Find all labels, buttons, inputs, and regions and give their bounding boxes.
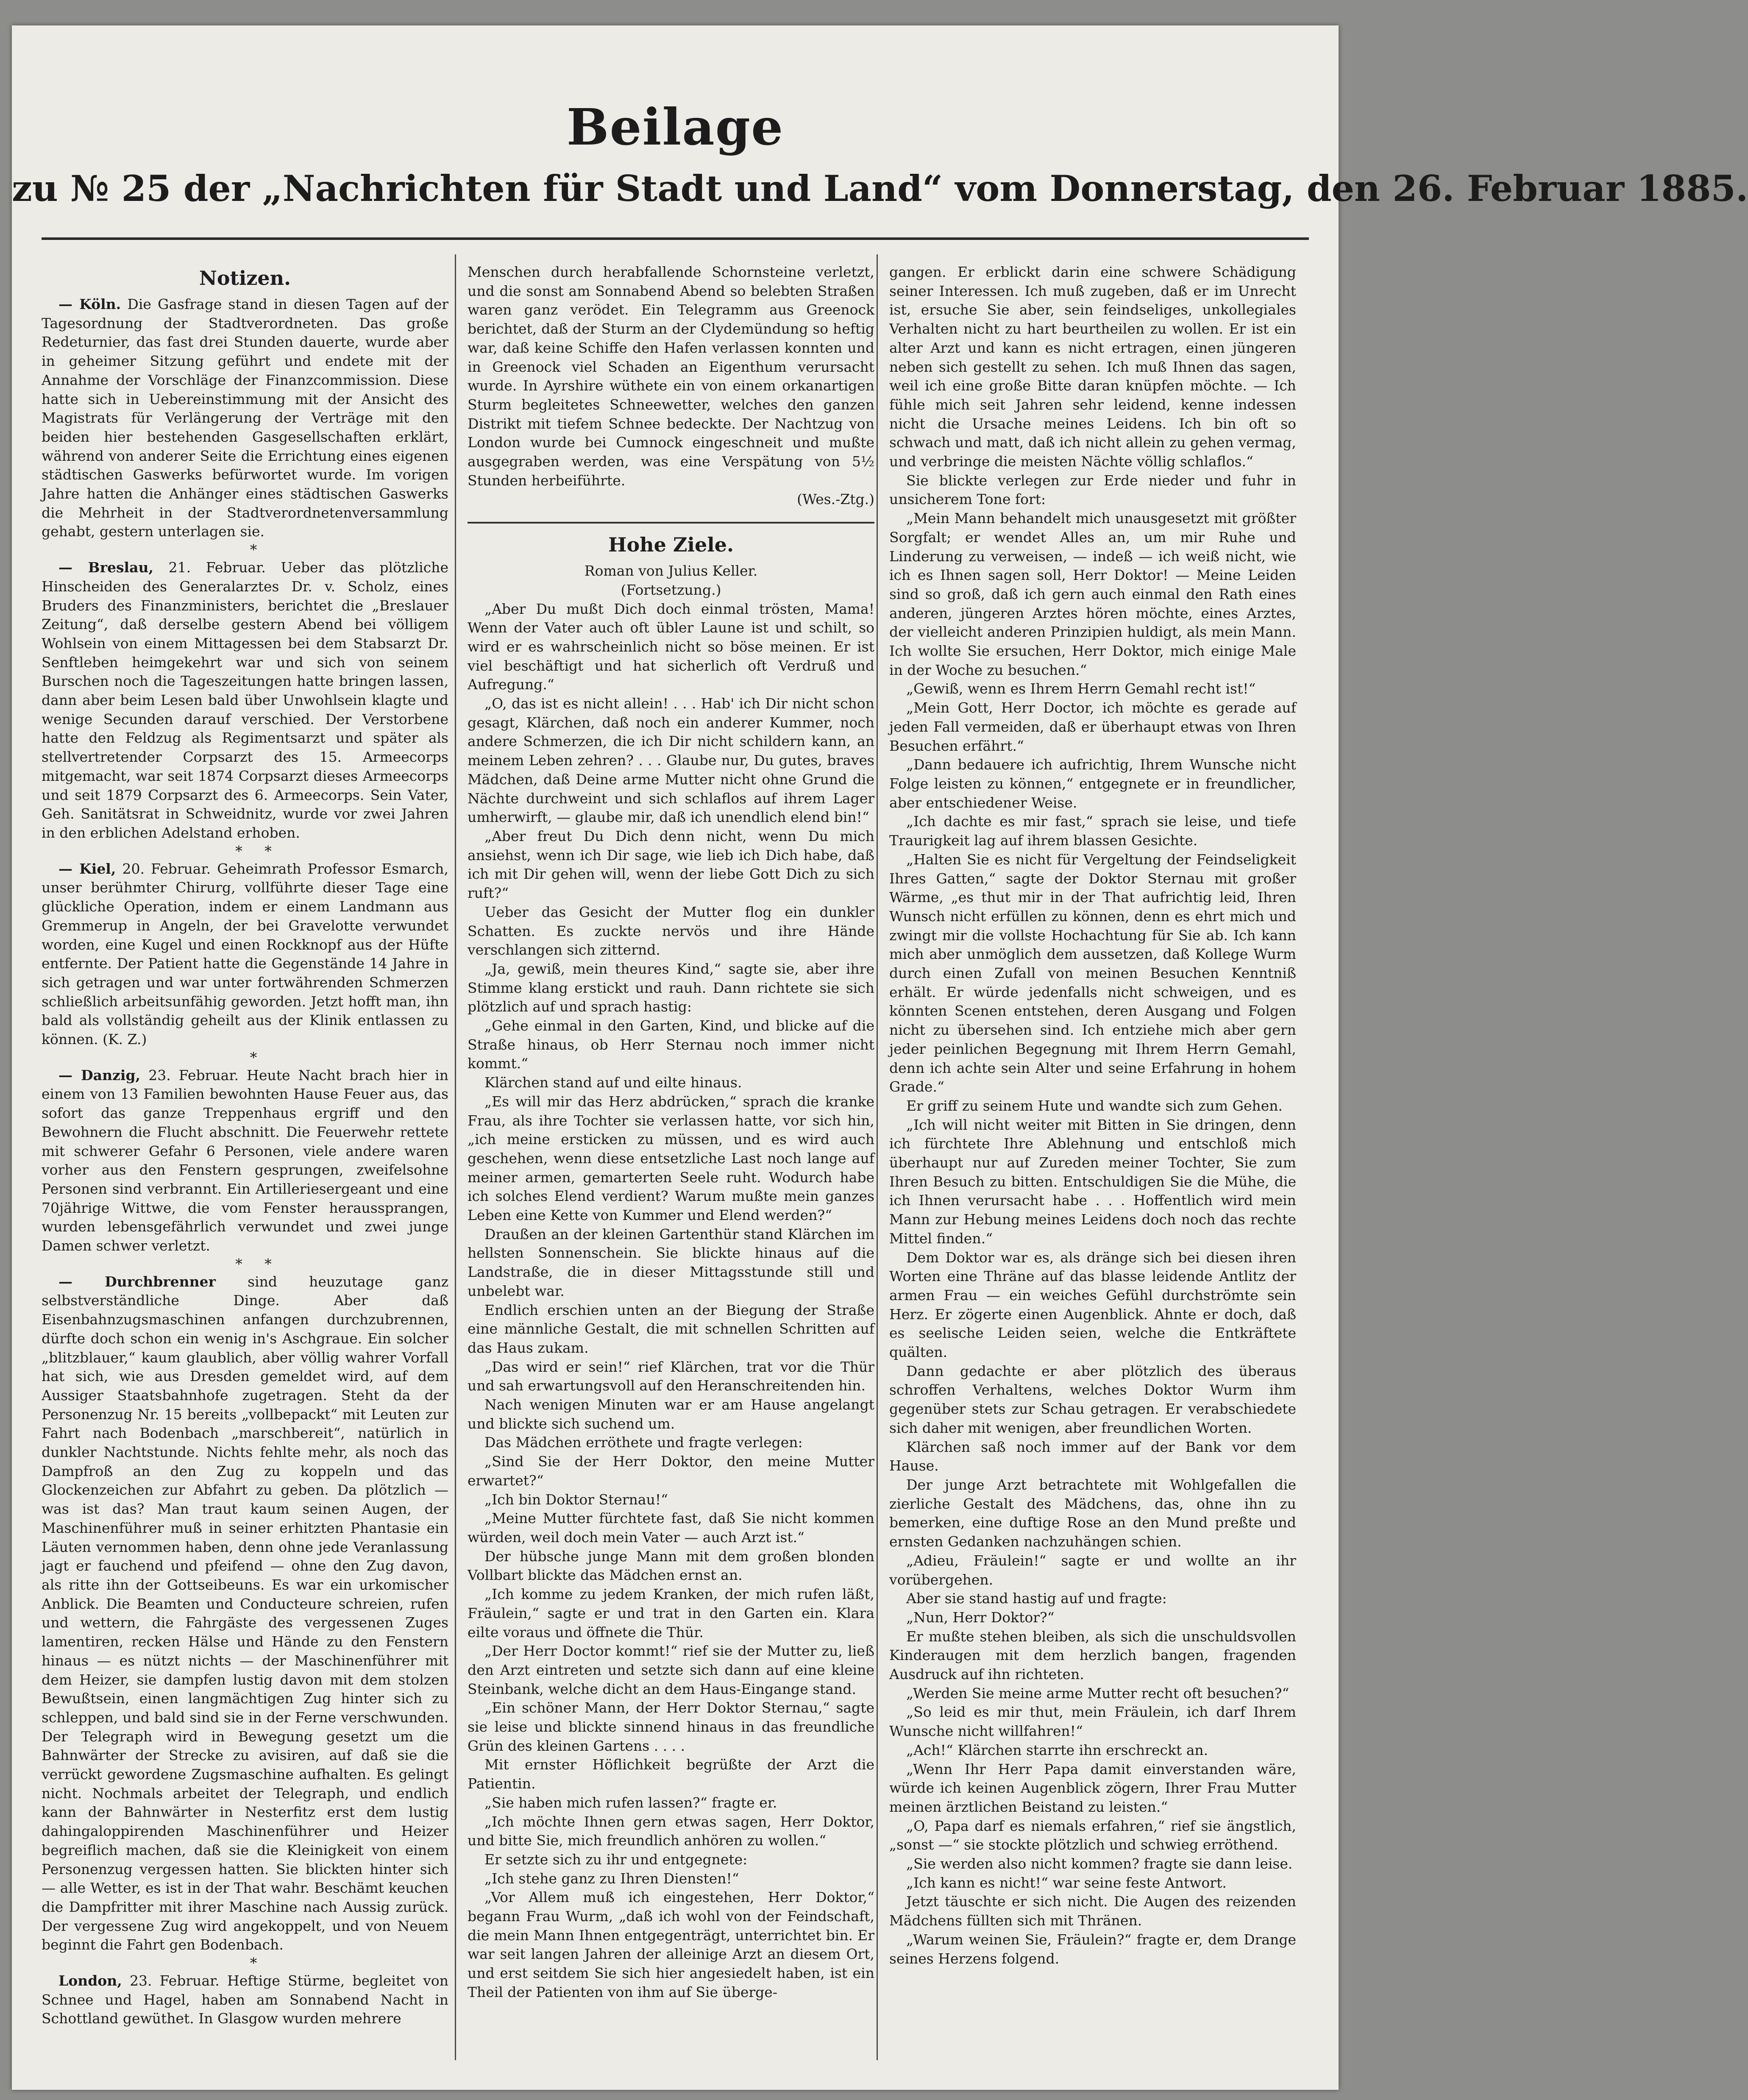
novel-paragraph: „Ein schöner Mann, der Herr Doktor Sternau,“ sagte sie leise und blickte sinnend hinaus in das freundliche Grün des kleinen Gartens . . . .	[468, 1699, 874, 1754]
novel-paragraph: Draußen an der kleinen Gartenthür stand Klärchen im hellsten Sonnenschein. Sie blickte hinaus auf die Landstraße, die in dieser Mittagsstunde still und unbelebt war.	[468, 1225, 874, 1299]
novel-paragraph: „Ich dachte es mir fast,“ sprach sie leise, und tiefe Traurigkeit lag auf ihrem blassen Gesichte.	[889, 813, 1296, 849]
column-divider-1	[455, 254, 456, 2060]
novel-paragraph: „Sie werden also nicht kommen? fragte sie dann leise.	[906, 1855, 1293, 1872]
novel-paragraph: Sie blickte verlegen zur Erde nieder und fuhr in unsicherem Tone fort:	[889, 472, 1296, 508]
column-divider-2	[877, 254, 878, 2060]
novel-paragraph: Nach wenigen Minuten war er am Hause angelangt und blickte sich suchend um.	[468, 1396, 874, 1432]
masthead	[12, 97, 1748, 212]
novel-paragraph: Der hübsche junge Mann mit dem großen blonden Vollbart blickte das Mädchen ernst an.	[468, 1548, 874, 1584]
masthead-subtitle: zu № 25 der „Nachrichten für Stadt und Land“ vom Donnerstag, den 26. Februar 1885.	[12, 167, 1748, 209]
novel-paragraph: „Meine Mutter fürchtete fast, daß Sie nicht kommen würden, weil doch mein Vater — auch Arzt ist.“	[468, 1510, 874, 1546]
header-rule	[42, 237, 1309, 240]
separator-star: *	[250, 541, 257, 558]
article-text: sind heuzutage ganz selbstverständliche Dinge. Aber daß Eisenbahnzugsmaschinen anfangen durchzubrennen, dürfte doch schon ein wenig in's Aschgraue. Ein solcher „blitzblauer,“ kaum glaublich, aber völlig wahrer Vorfall hat sich, wie aus Dresden gemeldet wird, auf dem Aussiger Staatsbahnhofe zugetragen. Steht da der Personenzug Nr. 15 bereits „vollbepackt“ mit Leuten zur Fahrt nach Bodenbach „marschbereit“, natürlich in dunkler Nachtstunde. Nichts fehlte mehr, als noch das Dampfroß an den Zug zu koppeln und das Glockenzeichen zur Abfahrt zu geben. Da plötzlich — was ist das? Man traut kaum seinen Augen, der Maschinenführer muß in seiner erhitzten Phantasie ein Läuten vernommen haben, denn ohne jede Veranlassung jagt er fauchend und pfeifend — ohne den Zug davon, als ritte ihn der Gottseibeuns. Es war ein urkomischer Anblick. Die Beamten und Conducteure schreien, rufen und wettern, die Fahrgäste des vergessenen Zuges lamentiren, recken Hälse und Hände zu den Fenstern hinaus — es nützt nichts — der Maschinenführer mit dem Heizer, sie dampfen lustig davon mit dem stolzen Bewußtsein, einen langmächtigen Zug hinter sich zu schleppen, und bald sind sie in der Ferne verschwunden. Der Telegraph wird in Bewegung gesetzt um die Bahnwärter der Strecke zu avisiren, auf daß sie die verrückt gewordene Zugsmaschine aufhalten. Es gelingt nicht. Nochmals arbeitet der Telegraph, und endlich kann der Bahnwärter in Nesterfitz erst dem lustig dahingaloppirenden Maschinenführer und Heizer begreiflich machen, daß sie die Kleinigkeit von einem Personenzug vergessen hatten. Sie blickten hinter sich — alle Wetter, es ist in der That wahr. Beschämt keuchen die Dampfritter mit ihrer Maschine nach Aussig zurück. Der vergessene Zug wird angekoppelt, und von Neuem beginnt die Fahrt gen Bodenbach.	[42, 1273, 448, 1953]
novel-paragraph: Dann gedachte er aber plötzlich des überaus schroffen Verhaltens, welches Doktor Wurm ihm gegenüber stets zur Schau getragen. Er verabschiedete sich daher mit wenigen, aber freundlichen Worten.	[889, 1362, 1296, 1436]
novel-paragraph: Klärchen saß noch immer auf der Bank vor dem Hause.	[889, 1438, 1296, 1474]
article-head: — Durchbrenner	[58, 1273, 216, 1290]
novel-paragraph: „Ach!“ Klärchen starrte ihn erschreckt an.	[906, 1741, 1208, 1758]
novel-paragraph: „Adieu, Fräulein!“ sagte er und wollte an ihr vorübergehen.	[889, 1552, 1296, 1588]
novel-continuation: (Fortsetzung.)	[621, 581, 721, 598]
novel-paragraph: „Warum weinen Sie, Fräulein?“ fragte er, dem Drange seines Herzens folgend.	[889, 1931, 1296, 1967]
column-3	[889, 263, 1296, 1968]
novel-paragraph: Der junge Arzt betrachtete mit Wohlgefallen die zierliche Gestalt des Mädchens, das, ohne ihn zu bemerken, eine duftige Rose an den Mund preßte und ernsten Gedanken nachzuhängen schien.	[889, 1476, 1296, 1550]
novel-title: Hohe Ziele.	[608, 533, 734, 557]
novel-paragraph: „Es will mir das Herz abdrücken,“ sprach die kranke Frau, als ihre Tochter sie verlassen hatte, vor sich hin, „ich meine ersticken zu müssen, und es wird auch geschehen, wenn diese entsetzliche Last noch lange auf meiner armen, gemarterten Seele ruht. Wodurch habe ich solches Elend verdient? Warum mußte mein ganzes Leben eine Kette von Kummer und Elend werden?“	[468, 1093, 874, 1224]
novel-paragraph: Jetzt täuschte er sich nicht. Die Augen des reizenden Mädchens füllten sich mit Thränen.	[889, 1893, 1296, 1929]
novel-paragraph: „Dann bedauere ich aufrichtig, Ihrem Wunsche nicht Folge leisten zu können,“ entgegnete er in freundlicher, aber entschiedener Weise.	[889, 756, 1296, 811]
article-head: London,	[58, 1972, 122, 1989]
separator-star: *	[250, 1955, 257, 1972]
novel-author: Roman von Julius Keller.	[584, 563, 758, 579]
column-2	[468, 263, 874, 2002]
article-text: 21. Februar. Ueber das plötzliche Hinscheiden des Generalarztes Dr. v. Scholz, eines Bruders des Finanzministers, berichtet die „Breslauer Zeitung“, daß derselbe gestern Abend bei völligem Wohlsein von einem Mittagessen bei dem Stabsarzt Dr. Senftleben heimgekehrt war und sich von seinem Burschen noch die Tageszeitungen hatte bringen lassen, dann aber beim Lesen bald über Unwohlsein klagte und wenige Secunden darauf verschied. Der Verstorbene hatte den Feldzug als Regimentsarzt und später als stellvertretender Corpsarzt des 15. Armeecorps mitgemacht, war seit 1874 Corpsarzt dieses Armeecorps und seit 1879 Corpsarzt des 6. Armeecorps. Sein Vater, Geh. Sanitätsrat in Schweidnitz, wurde vor zwei Jahren in den erblichen Adelstand erhoben.	[42, 559, 448, 841]
novel-paragraph: gangen. Er erblickt darin eine schwere Schädigung seiner Interessen. Ich muß zugeben, daß er im Unrecht ist, ersuche Sie aber, sein feindseliges, unkollegiales Verhalten nicht zu hart beurtheilen zu wollen. Er ist ein alter Arzt und kann es nicht ertragen, einen jüngeren neben sich gestellt zu sehen. Ich muß Ihnen das sagen, weil ich eine große Bitte daran knüpfen möchte. — Ich fühle mich seit Jahren sehr leidend, kenne indessen nicht die Ursache meines Leidens. Ich bin oft so schwach und matt, daß ich nicht allein zu gehen vermag, und verbringe die meisten Nächte völlig schlaflos.“	[889, 264, 1296, 470]
novel-paragraph: „Gewiß, wenn es Ihrem Herrn Gemahl recht ist!“	[906, 680, 1256, 697]
column-1	[42, 263, 448, 2028]
novel-paragraph: „Sind Sie der Herr Doktor, den meine Mutter erwartet?“	[468, 1453, 874, 1489]
novel-paragraph: „Ich kann es nicht!“ war seine feste Antwort.	[906, 1874, 1227, 1891]
novel-paragraph: „Sie haben mich rufen lassen?“ fragte er.	[484, 1794, 777, 1811]
article-london-continued: Menschen durch herabfallende Schornsteine verletzt, und die sonst am Sonnabend Abend so belebten Straßen waren ganz verödet. Ein Telegramm aus Greenock berichtet, daß der Sturm an der Clydemündung so heftig war, daß keine Schiffe den Hafen verlassen konnten und in Greenock viel Schaden an Eigenthum verursacht wurde. In Ayrshire wüthete ein von einem orkanartigen Sturm begleitetes Schneewetter, welches den ganzen Distrikt mit tiefem Schnee bedeckte. Der Nachtzug von London wurde bei Cumnock eingeschneit und mußte ausgegraben werden, was eine Verspätung von 5½ Stunden herbeiführte.	[468, 264, 874, 489]
novel-paragraph: Das Mädchen erröthete und fragte verlegen:	[484, 1434, 803, 1451]
novel-paragraph: „Vor Allem muß ich eingestehen, Herr Doktor,“ begann Frau Wurm, „daß ich wohl von der Feindschaft, die mein Mann Ihnen entgegenträgt, unterrichtet bin. Er war seit langen Jahren der alleinige Arzt an diesem Ort, und erst seitdem Sie sich hier angesiedelt haben, ist ein Theil der Patienten von ihm auf Sie überge-	[468, 1889, 874, 2000]
article-head: — Köln.	[58, 296, 121, 312]
novel-paragraph: Mit ernster Höflichkeit begrüßte der Arzt die Patientin.	[468, 1756, 874, 1792]
novel-paragraph: Endlich erschien unten an der Biegung der Straße eine männliche Gestalt, die mit schnellen Schritten auf das Haus zukam.	[468, 1301, 874, 1356]
novel-paragraph: Er setzte sich zu ihr und entgegnete:	[484, 1851, 748, 1868]
article-head: — Danzig,	[58, 1067, 141, 1083]
source-signature: (Wes.-Ztg.)	[797, 491, 874, 508]
separator-star: * *	[235, 842, 272, 859]
article-text: Die Gasfrage stand in diesen Tagen auf der Tagesordnung der Stadtverordneten. Das große Redeturnier, das fast drei Stunden dauerte, wurde aber in geheimer Sitzung geführt und endete mit der Annahme der Vorschläge der Finanzcommission. Diese hatte sich in Uebereinstimmung mit der Ansicht des Magistrats für Verlängerung der Verträge mit den beiden hier bestehenden Gasgesellschaften erklärt, während von anderer Seite die Errichtung eines eigenen städtischen Gaswerks befürwortet wurde. Im vorigen Jahre hatten die Anhänger eines städtischen Gaswerks die Mehrheit in der Stadtverordnetenversammlung gehabt, gestern unterlagen sie.	[42, 296, 448, 540]
novel-paragraph: „Ja, gewiß, mein theures Kind,“ sagte sie, aber ihre Stimme klang erstickt und rauh. Dann richtete sie sich plötzlich auf und sprach hastig:	[468, 960, 874, 1015]
novel-paragraph: „Das wird er sein!“ rief Klärchen, trat vor die Thür und sah erwartungsvoll auf den Heranschreitenden hin.	[468, 1358, 874, 1394]
article-koeln	[42, 295, 448, 541]
article-breslau	[42, 558, 448, 843]
novel-paragraph: „Wenn Ihr Herr Papa damit einverstanden wäre, würde ich keinen Augenblick zögern, Ihrer Frau Mutter meinen ärztlichen Beistand zu leisten.“	[889, 1760, 1296, 1815]
novel-paragraph: „Ich bin Doktor Sternau!“	[484, 1491, 668, 1508]
novel-paragraph: „Aber Du mußt Dich doch einmal trösten, Mama! Wenn der Vater auch oft übler Laune ist und schilt, so wird er es wahrscheinlich nicht so böse meinen. Er ist viel beschäftigt und hat sicherlich oft Verdruß und Aufregung.“	[468, 600, 874, 693]
novel-paragraph: „Gehe einmal in den Garten, Kind, und blicke auf die Straße hinaus, ob Herr Sternau noch immer nicht kommt.“	[468, 1017, 874, 1072]
novel-paragraph: „Ich will nicht weiter mit Bitten in Sie dringen, denn ich fürchtete Ihre Ablehnung und entschloß mich überhaupt nur auf Zureden meiner Tochter, Sie zum Ihren Besuch zu bitten. Entschuldigen Sie die Mühe, die ich Ihnen verursacht habe . . . Hoffentlich wird mein Mann zur Hebung meines Leidens doch noch das rechte Mittel finden.“	[889, 1116, 1296, 1247]
novel-paragraph: „Ich möchte Ihnen gern etwas sagen, Herr Doktor, und bitte Sie, mich freundlich anhören zu wollen.“	[468, 1813, 874, 1849]
novel-paragraph: Ueber das Gesicht der Mutter flog ein dunkler Schatten. Es zuckte nervös und ihre Hände verschlangen sich zitternd.	[468, 903, 874, 958]
novel-paragraph: „O, das ist es nicht allein! . . . Hab' ich Dir nicht schon gesagt, Klärchen, daß noch ein anderer Kummer, noch andere Schmerzen, die ich Dir nicht schildern kann, an meinem Leben zehren? . . . Glaube nur, Du gutes, braves Mädchen, daß Deine arme Mutter nicht ohne Grund die Nächte durchweint und sich schlaflos auf ihrem Lager umherwirft, — glaube mir, daß ich unendlich elend bin!“	[468, 695, 874, 826]
novel-paragraph: „Mein Gott, Herr Doctor, ich möchte es gerade auf jeden Fall vermeiden, daß er überhaupt etwas von Ihren Besuchen erfährt.“	[889, 699, 1296, 754]
masthead-title: Beilage	[566, 97, 784, 156]
separator-star: *	[250, 1049, 257, 1066]
article-text: 23. Februar. Heute Nacht brach hier in einem von 13 Familien bewohnten Hause Feuer aus, das sofort das ganze Treppenhaus ergriff und den Bewohnern die Flucht abschnitt. Die Feuerwehr rettete mit schwerer Gefahr 6 Personen, viele andere waren vorher aus den Fenstern gesprungen, zweifelsohne Personen sind verbrannt. Ein Artilleriesergeant und eine 70jährige Wittwe, die vom Fenster heraussprangen, wurden lebensgefährlich verwundet und zwei junge Damen schwer verletzt.	[42, 1067, 448, 1254]
article-head: — Breslau,	[58, 559, 153, 576]
article-danzig	[42, 1066, 448, 1256]
section-heading-notizen: Notizen.	[199, 267, 291, 290]
novel-paragraph: „Ich stehe ganz zu Ihren Diensten!“	[484, 1870, 739, 1887]
novel-paragraph: „O, Papa darf es niemals erfahren,“ rief sie ängstlich, „sonst —“ sie stockte plötzlich und schwieg erröthend.	[889, 1817, 1296, 1853]
novel-paragraph: Er mußte stehen bleiben, als sich die unschuldsvollen Kinderaugen mit dem herzlich bangen, fragenden Ausdruck auf ihn richteten.	[889, 1628, 1296, 1683]
article-kiel	[42, 860, 448, 1049]
novel-paragraph: „Mein Mann behandelt mich unausgesetzt mit größter Sorgfalt; er wendet Alles an, um mir Ruhe und Linderung zu verweisen, — indeß — ich weiß nicht, wie ich es Ihnen sagen soll, Herr Doktor! — Meine Leiden sind so groß, daß ich gern auch einmal den Rath eines anderen, jüngeren Arztes hören möchte, eines Arztes, der vielleicht anderen Prinzipien huldigt, als mein Mann. Ich wollte Sie ersuchen, Herr Doktor, mich einige Male in der Woche zu besuchen.“	[889, 510, 1296, 678]
article-head: — Kiel,	[58, 860, 116, 877]
article-durchbrenner	[42, 1273, 448, 1955]
novel-paragraph: „Der Herr Doctor kommt!“ rief sie der Mutter zu, ließ den Arzt eintreten und setzte sich dann auf eine kleine Steinbank, welche dicht an dem Haus-Eingange stand.	[468, 1643, 874, 1697]
article-text: 20. Februar. Geheimrath Professor Esmarch, unser berühmter Chirurg, vollführte dieser Tage eine glückliche Operation, indem er einem Landmann aus Gremmerup in Angeln, der bei Gravelotte verwundet worden, eine Kugel und einen Rockknopf aus der Hüfte entfernte. Der Patient hatte die Gegenstände 14 Jahre in sich getragen und war unter fortwährenden Schmerzen schließlich arbeitsunfähig geworden. Jetzt hofft man, ihn bald als vollständig geheilt aus der Klinik entlassen zu können. (K. Z.)	[42, 860, 448, 1048]
separator-star: * *	[235, 1255, 272, 1272]
novel-paragraph: „Aber freut Du Dich denn nicht, wenn Du mich ansiehst, wenn ich Dir sage, wie lieb ich Dich habe, daß ich mit Dir gehen will, wenn der liebe Gott Dich zu sich ruft?“	[468, 827, 874, 902]
novel-paragraph: Dem Doktor war es, als dränge sich bei diesen ihren Worten eine Thräne auf das blasse leidende Antlitz der armen Frau — ein weiches Gefühl durchströmte sein Herz. Er zögerte einen Augenblick. Ahnte er doch, daß es seelische Leiden seien, welche die Entkräftete quälten.	[889, 1249, 1296, 1361]
novel-paragraph: Klärchen stand auf und eilte hinaus.	[484, 1074, 742, 1091]
novel-paragraph: Aber sie stand hastig auf und fragte:	[906, 1590, 1167, 1607]
novel-paragraph: „Nun, Herr Doktor?“	[906, 1609, 1055, 1626]
novel-paragraph: „Ich komme zu jedem Kranken, der mich rufen läßt, Fräulein,“ sagte er und trat in den Garten ein. Klara eilte voraus und öffnete die Thür.	[468, 1586, 874, 1640]
novel-paragraph: Er griff zu seinem Hute und wandte sich zum Gehen.	[906, 1097, 1283, 1114]
newspaper-page	[12, 25, 1748, 2090]
article-london	[42, 1972, 448, 2028]
novel-paragraph: „Werden Sie meine arme Mutter recht oft besuchen?“	[906, 1685, 1289, 1702]
novel-paragraph: „So leid es mir thut, mein Fräulein, ich darf Ihrem Wunsche nicht willfahren!“	[889, 1704, 1296, 1740]
article-text: 23. Februar. Heftige Stürme, begleitet von Schnee und Hagel, haben am Sonnabend Nacht in Schottland gewüthet. In Glasgow wurden mehrere	[42, 1972, 448, 2027]
novel-paragraph: „Halten Sie es nicht für Vergeltung der Feindseligkeit Ihres Gatten,“ sagte der Doktor Sternau mit großer Wärme, „es thut mir in der That aufrichtig leid, Ihren Wunsch nicht erfüllen zu können, denn es ehrt mich und zwingt mir die vollste Hochachtung für Sie ab. Ich kann mich aber unmöglich dem aussetzen, daß Kollege Wurm durch einen Zufall von meinen Besuchen Kenntniß erhält. Er würde jedenfalls nicht schweigen, und es könnten Scenen entstehen, deren Ausgang und Folgen nicht zu übersehen sind. Ich entziehe mich aber gern jeder peinlichen Begegnung mit Ihrem Herrn Gemahl, denn ich achte sein Alter und seine Erfahrung in hohem Grade.“	[889, 851, 1296, 1095]
feuilleton-rule	[468, 522, 874, 524]
